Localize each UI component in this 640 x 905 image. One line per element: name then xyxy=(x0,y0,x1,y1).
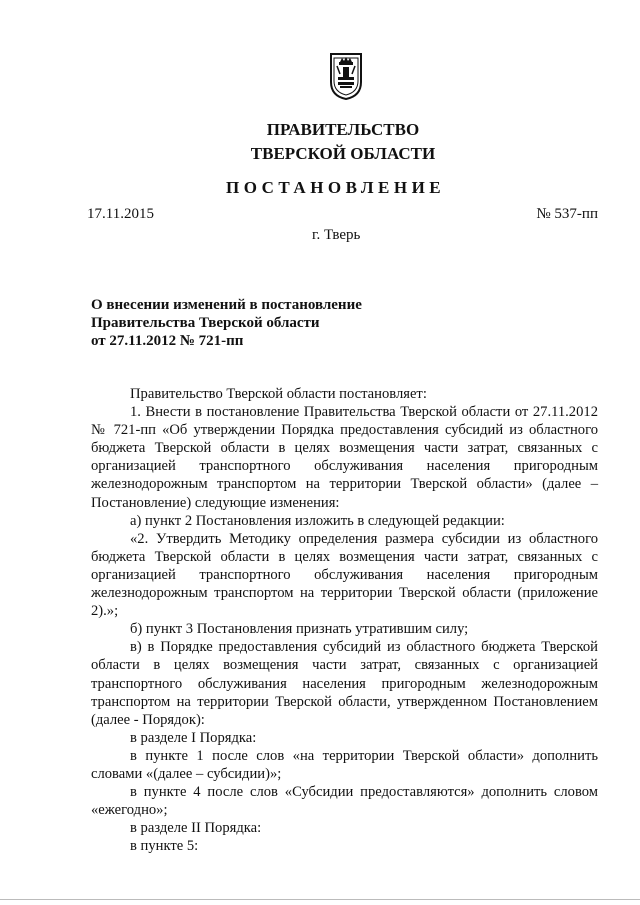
document-subject xyxy=(91,296,362,350)
paragraph-section-1: в разделе I Порядка: xyxy=(130,729,257,746)
document-body xyxy=(91,385,598,855)
government-name xyxy=(23,118,640,166)
document-date: 17.11.2015 xyxy=(87,206,154,222)
paragraph-item-b: б) пункт 3 Постановления признать утратившим силу; xyxy=(130,621,469,638)
paragraph-item-v: в) в Порядке предоставления субсидий из областного бюджета Тверской области в целях возмещения части затрат, связанных с организацией транспортного обслуживания населения пригородным железнодорожным транспортом на территории Тверской области, утвержденном Постановлением (далее - Порядок): xyxy=(91,639,598,728)
subject-line-2: Правительства Тверской области xyxy=(91,315,320,331)
paragraph-item-a: а) пункт 2 Постановления изложить в следующей редакции: xyxy=(130,512,505,529)
subject-line-3: от 27.11.2012 № 721-пп xyxy=(91,333,244,349)
subject-line-1: О внесении изменений в постановление xyxy=(91,297,362,313)
document-type: ПОСТАНОВЛЕНИЕ xyxy=(226,178,446,197)
paragraph-point-5: в пункте 5: xyxy=(130,838,199,855)
page-bottom-edge xyxy=(0,899,640,900)
gov-line-1: ПРАВИТЕЛЬСТВО xyxy=(266,120,420,139)
paragraph-point-4: в пункте 4 после слов «Субсидии предоставляются» дополнить словом «ежегодно»; xyxy=(91,784,598,819)
document-number: № 537-пп xyxy=(536,206,598,222)
gov-line-2: ТВЕРСКОЙ ОБЛАСТИ xyxy=(250,144,436,163)
coat-of-arms-icon xyxy=(329,52,363,100)
paragraph-section-2: в разделе II Порядка: xyxy=(130,820,262,837)
paragraph-item-1: 1. Внести в постановление Правительства Тверской области от 27.11.2012 № 721-пп «Об утверждении Порядка предоставления субсидий из областного бюджета Тверской области в целях возмещения части затрат, связанных с организацией транспортного обслуживания населения пригородным железнодорожным транспортом на территории Тверской области» (далее – Постановление) следующие изменения: xyxy=(91,404,598,511)
paragraph-quote-2: «2. Утвердить Методику определения размера субсидии из областного бюджета Тверской области в целях возмещения части затрат, связанных с организацией транспортного обслуживания населения пригородным железнодорожным транспортом на территории Тверской области (приложение 2).»; xyxy=(91,530,598,620)
paragraph-preamble: Правительство Тверской области постановляет: xyxy=(130,386,427,402)
document-city: г. Тверь xyxy=(312,227,361,243)
paragraph-point-1: в пункте 1 после слов «на территории Тверской области» дополнить словами «(далее – субсидии)»; xyxy=(91,747,598,782)
